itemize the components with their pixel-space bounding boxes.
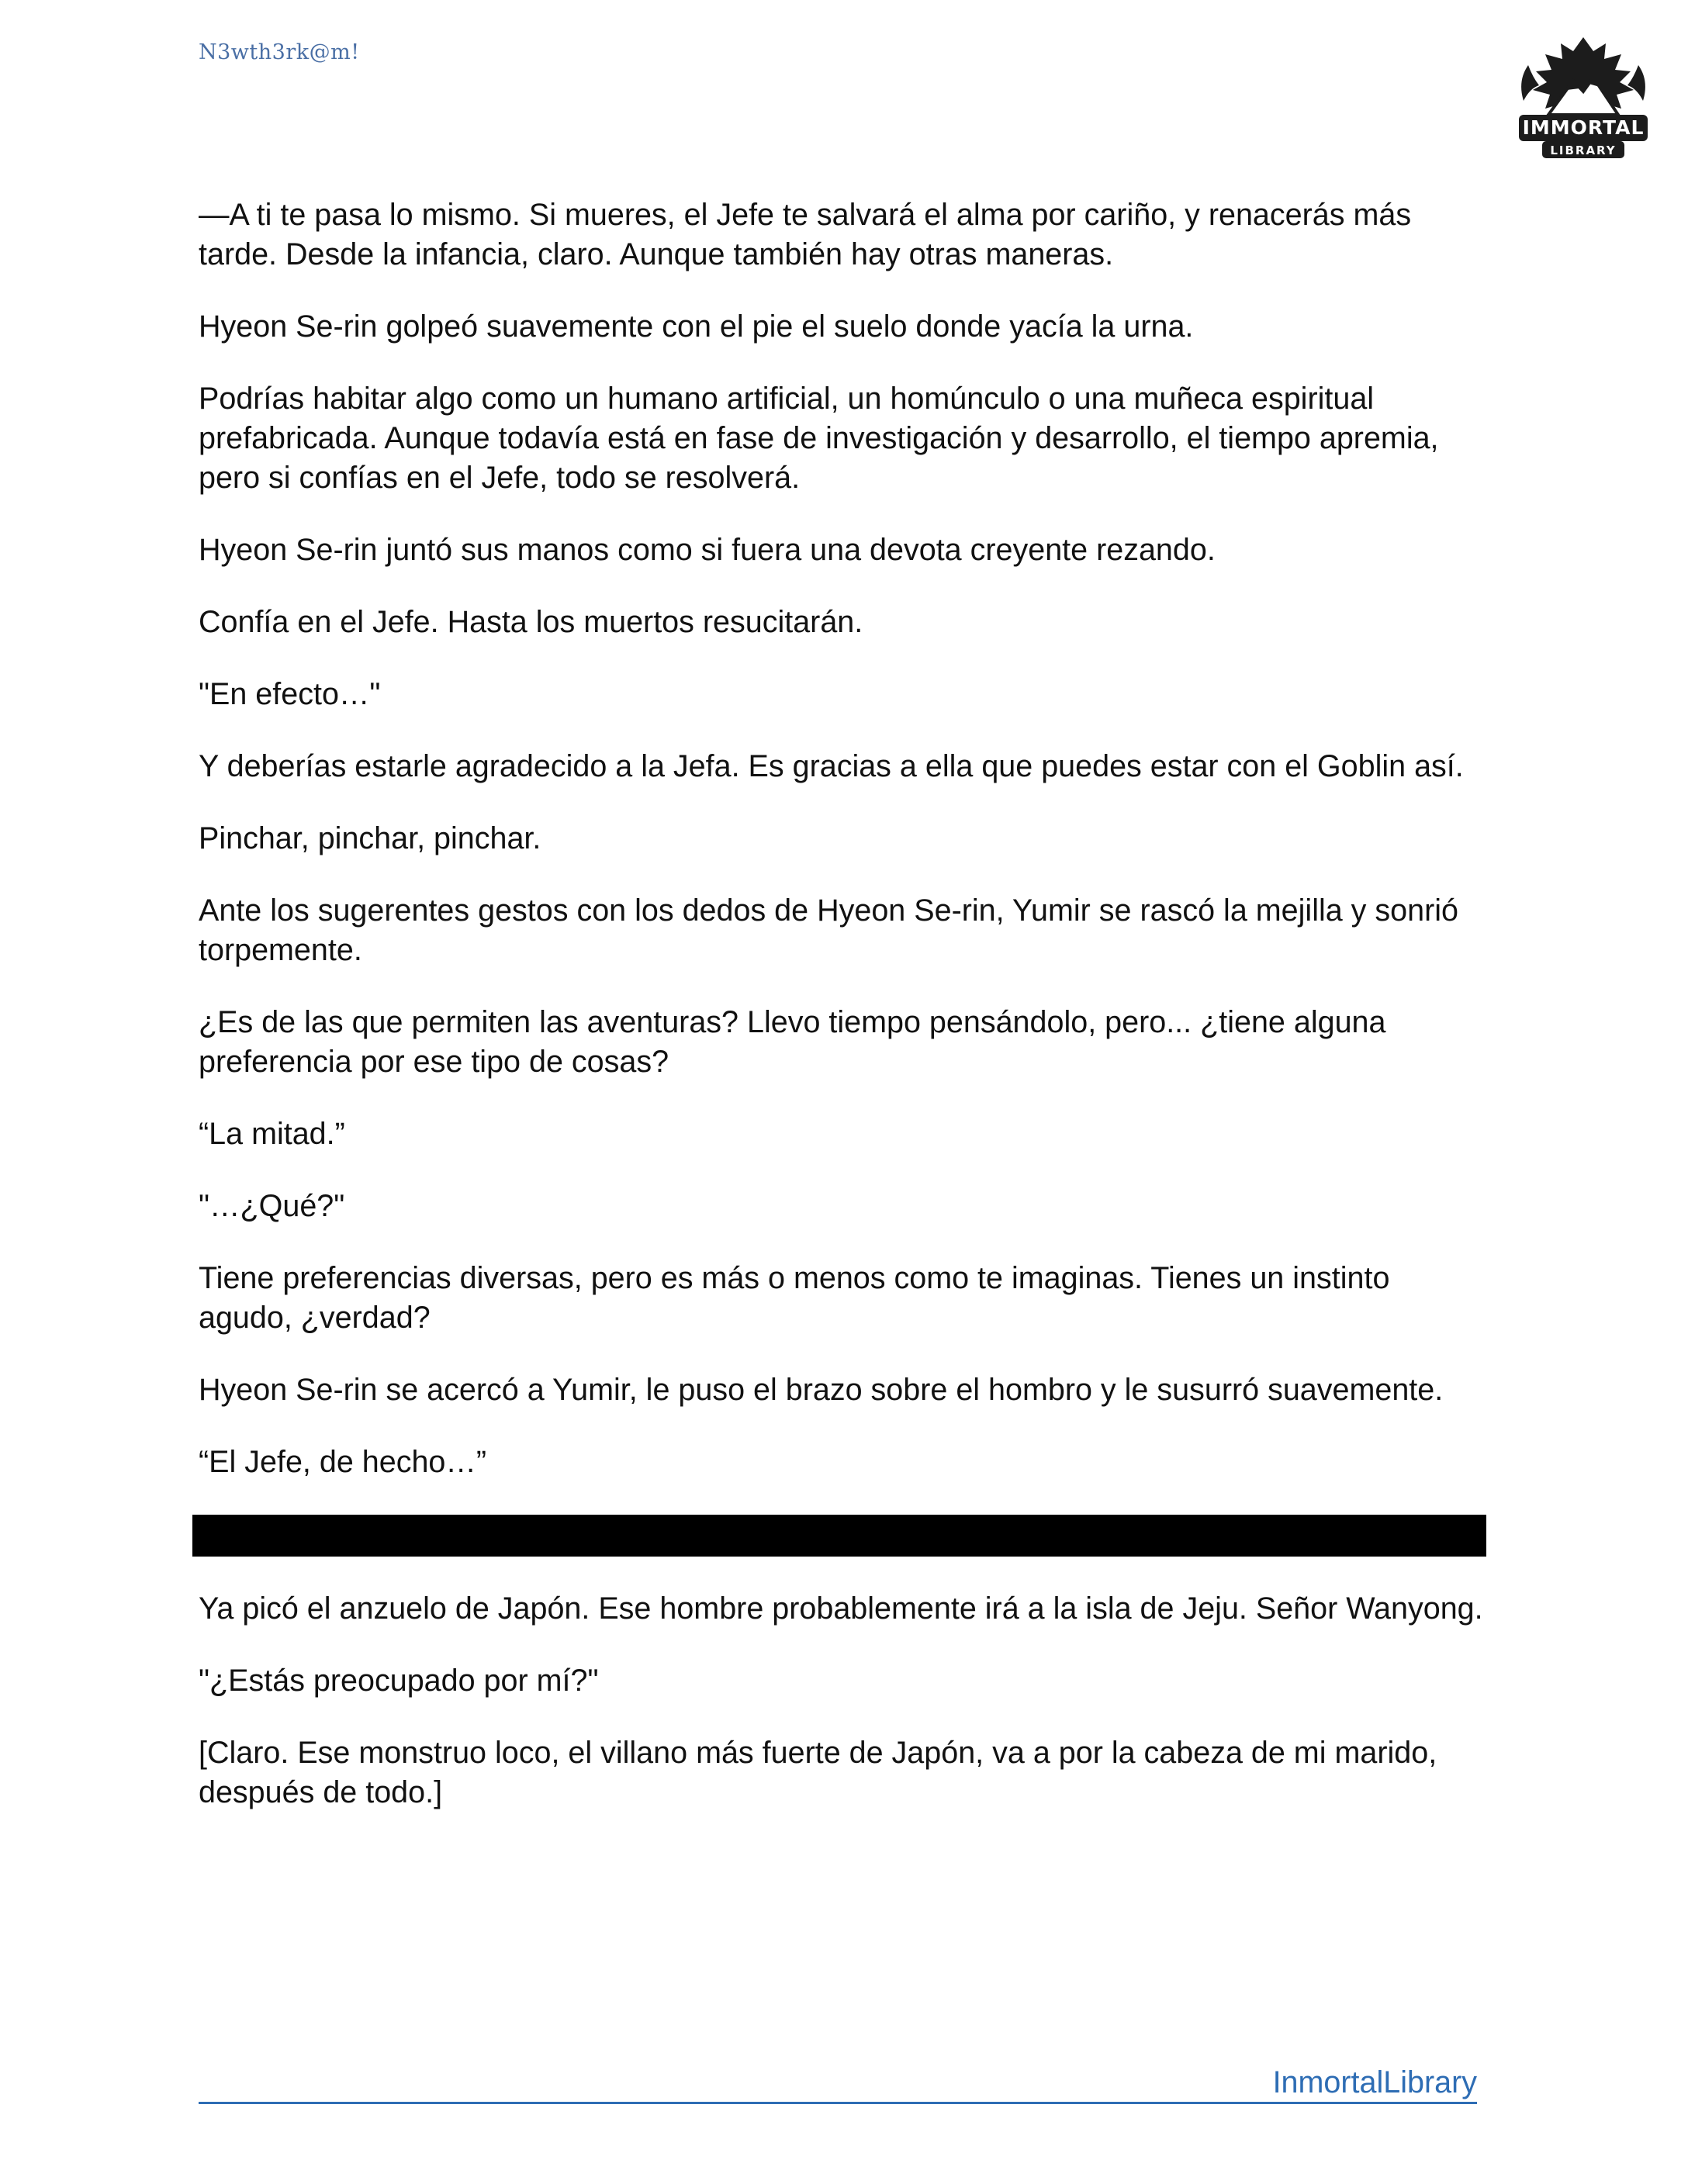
- paragraph: [Claro. Ese monstruo loco, el villano más fuerte de Japón, va a por la cabeza de mi marido, después de todo.]: [199, 1736, 1437, 1809]
- paragraph: ¿Es de las que permiten las aventuras? Llevo tiempo pensándolo, pero... ¿tiene alguna preferencia por ese tipo de cosas?: [199, 1005, 1386, 1079]
- paragraph: —A ti te pasa lo mismo. Si mueres, el Jefe te salvará el alma por cariño, y renacerás más tarde. Desde la infancia, claro. Aunque también hay otras maneras.: [199, 198, 1412, 271]
- paragraph: “El Jefe, de hecho…”: [199, 1445, 487, 1479]
- document-body: [199, 195, 1486, 1845]
- scene-separator-bar: [192, 1515, 1486, 1557]
- paragraph: Hyeon Se-rin golpeó suavemente con el pie el suelo donde yacía la urna.: [199, 309, 1194, 344]
- paragraph: "En efecto…": [199, 677, 381, 711]
- paragraph: Ante los sugerentes gestos con los dedos de Hyeon Se-rin, Yumir se rascó la mejilla y sonrió torpemente.: [199, 893, 1458, 967]
- paragraph: Pinchar, pinchar, pinchar.: [199, 821, 541, 855]
- paragraph: Hyeon Se-rin juntó sus manos como si fuera una devota creyente rezando.: [199, 533, 1216, 567]
- paragraph: Tiene preferencias diversas, pero es más o menos como te imaginas. Tienes un instinto agudo, ¿verdad?: [199, 1261, 1390, 1335]
- paragraph: Hyeon Se-rin se acercó a Yumir, le puso el brazo sobre el hombro y le susurró suavemente.: [199, 1373, 1444, 1407]
- footer-inmortal-library-link[interactable]: InmortalLibrary: [199, 2065, 1477, 2104]
- paragraph: Confía en el Jefe. Hasta los muertos resucitarán.: [199, 605, 863, 639]
- paragraph: "¿Estás preocupado por mí?": [199, 1664, 599, 1698]
- watermark-text: N3wth3rk@m!: [199, 40, 360, 64]
- paragraph: Ya picó el anzuelo de Japón. Ese hombre probablemente irá a la isla de Jeju. Señor Wanyong.: [199, 1591, 1483, 1626]
- paragraph: "…¿Qué?": [199, 1189, 345, 1223]
- logo-line2: LIBRARY: [1550, 143, 1617, 157]
- immortal-library-logo-icon: [1513, 34, 1654, 164]
- paragraph: Podrías habitar algo como un humano artificial, un homúnculo o una muñeca espiritual prefabricada. Aunque todavía está en fase de investigación y desarrollo, el tiempo apremia, pero si confías en el Jefe, todo se resolverá.: [199, 382, 1439, 495]
- paragraph: Y deberías estarle agradecido a la Jefa. Es gracias a ella que puedes estar con el Goblin así.: [199, 749, 1464, 783]
- paragraph: “La mitad.”: [199, 1117, 345, 1151]
- logo-line1: IMMORTAL: [1522, 116, 1645, 139]
